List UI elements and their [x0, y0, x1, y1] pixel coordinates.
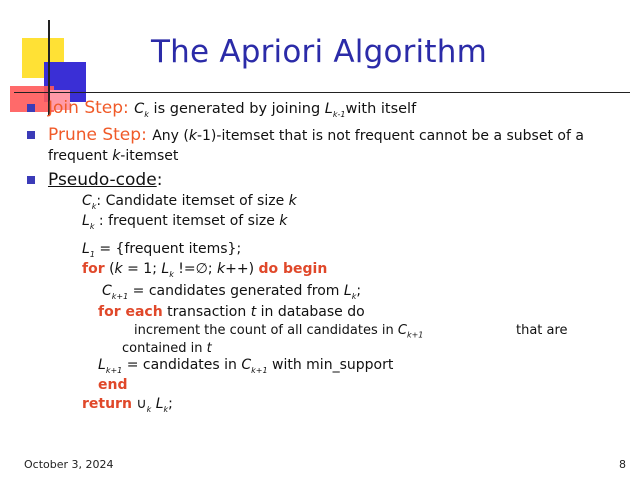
bullet-prune-step: Prune Step: Any (k-1)-itemset that is not frequent cannot be a subset of a frequent k-itemset — [26, 125, 626, 164]
prune-step-label: Prune Step — [48, 125, 142, 146]
bullet-pseudo-code: Pseudo-code: — [26, 170, 626, 190]
code-line-4: for (k = 1; $L_k$ !=∅; k++) do begin — [82, 261, 328, 279]
bullet-join-step: Join Step: $C_k$ is generated by joining $L_{k-1}with$ itself — [26, 98, 626, 119]
page-number: 8 — [619, 458, 626, 471]
code-line-6: for each transaction t in database do — [98, 304, 365, 320]
code-line-2: $L_k$ : frequent itemset of size k — [82, 213, 288, 231]
code-line-7-tail: that are — [516, 323, 568, 338]
code-line-5: $C_{k+1}$ = candidates generated from $L_k$; — [102, 283, 362, 301]
code-line-1: $C_k$: Candidate itemset of size k — [82, 193, 297, 211]
slide-title: The Apriori Algorithm — [151, 34, 487, 70]
code-line-9: $L_{k+1}$ = candidates in $C_{k+1}$ with min_support — [98, 357, 394, 375]
join-step-label: Join Step — [48, 98, 124, 118]
code-line-7: increment the count of all candidates in $C_{k+1}$ — [134, 323, 424, 340]
code-line-3: $L_1$ = {frequent items}; — [82, 241, 242, 259]
bullet-list — [26, 98, 626, 196]
decor-horizontal-line — [14, 92, 630, 93]
code-line-8: contained in t — [122, 341, 212, 356]
square-bullet-icon — [27, 176, 35, 184]
pseudo-code-label: Pseudo-code — [48, 170, 157, 191]
code-line-10: end — [98, 377, 128, 393]
code-line-11: return $\cup_k$ $L_k$; — [82, 396, 173, 414]
footer-date: October 3, 2024 — [24, 458, 114, 471]
square-bullet-icon — [27, 104, 35, 112]
square-bullet-icon — [27, 131, 35, 139]
